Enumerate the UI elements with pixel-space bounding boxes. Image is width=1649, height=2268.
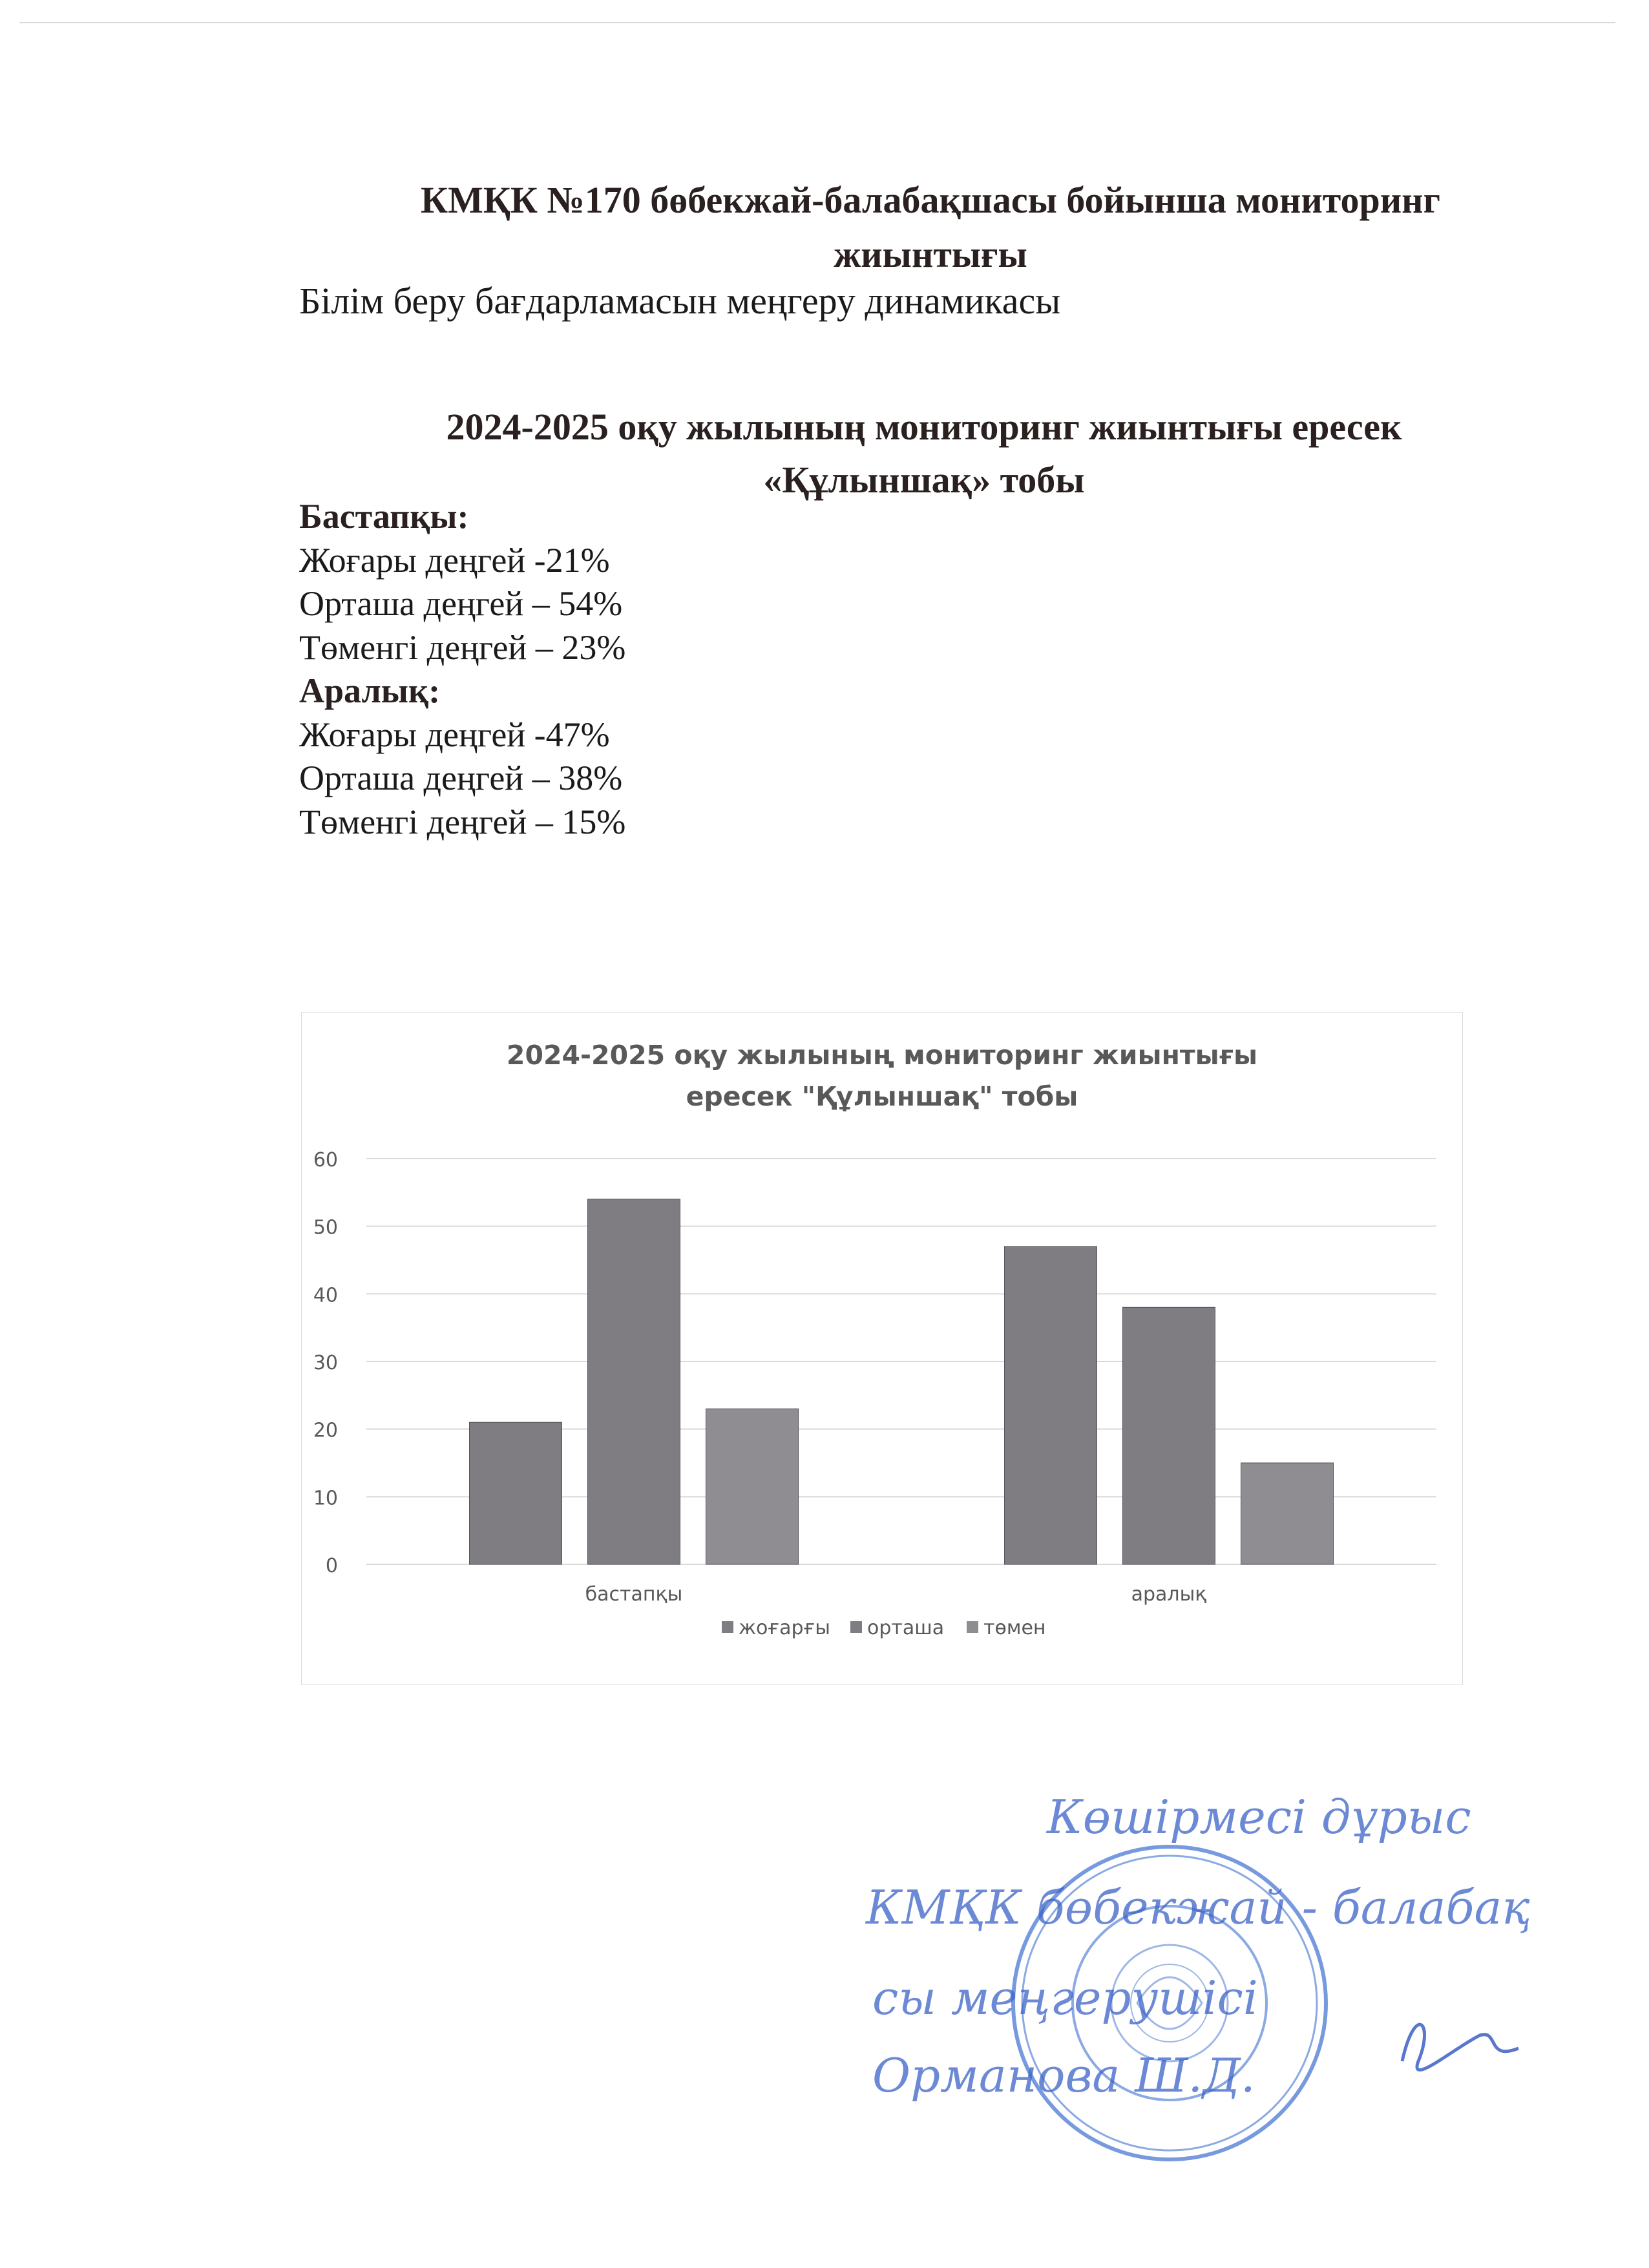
section-title: 2024-2025 оқу жылының мониторинг жиынтығы ересек «Құлыншақ» тобы	[446, 406, 1402, 501]
intermediate-line-medium: Орташа деңгей – 38%	[299, 759, 623, 797]
handwritten-line-3: сы меңгерушісі	[872, 1971, 1258, 2025]
y-tick-label: 40	[313, 1284, 338, 1307]
legend-swatch	[967, 1621, 978, 1633]
handwritten-line-1: Көшірмесі дұрыс	[1047, 1790, 1471, 1844]
certification-block	[834, 1790, 1648, 2165]
initial-line-low: Төменгі деңгей – 23%	[299, 627, 626, 667]
x-category-label: аралық	[1131, 1583, 1207, 1606]
document-title: КМҚК №170 бөбекжай-балабақшасы бойынша мониторинг жиынтығы	[421, 179, 1440, 275]
bar	[1123, 1307, 1215, 1564]
legend-swatch	[850, 1621, 862, 1633]
legend-label: төмен	[983, 1617, 1046, 1639]
bar	[470, 1422, 562, 1564]
y-tick-label: 20	[313, 1419, 338, 1442]
document-subtitle: Білім беру бағдарламасын меңгеру динамикасы	[299, 280, 1061, 322]
handwritten-line-4: Орманова Ш.Д.	[872, 2048, 1255, 2103]
y-tick-label: 60	[313, 1149, 338, 1171]
chart-title-line-1: 2024-2025 оқу жылының мониторинг жиынтығы	[506, 1040, 1258, 1071]
y-tick-label: 0	[325, 1555, 338, 1577]
scan-edge-line	[19, 22, 1615, 23]
x-category-label: бастапқы	[585, 1583, 683, 1606]
legend-swatch	[722, 1621, 733, 1633]
levels-summary	[299, 495, 625, 844]
y-tick-label: 10	[313, 1487, 338, 1510]
signature-mark	[1402, 2024, 1518, 2070]
initial-line-medium: Орташа деңгей – 54%	[299, 584, 623, 623]
bar	[1005, 1246, 1097, 1564]
legend-label: жоғарғы	[739, 1617, 830, 1639]
y-tick-label: 30	[313, 1352, 338, 1374]
bar	[1241, 1463, 1334, 1564]
intermediate-line-low: Төменгі деңгей – 15%	[299, 802, 626, 841]
intermediate-heading: Аралық:	[299, 671, 441, 710]
handwritten-line-2: КМҚК бөбекжай - балабақ	[866, 1880, 1530, 1935]
chart-title-line-2: ересек "Құлыншақ" тобы	[686, 1081, 1078, 1112]
monitoring-chart	[301, 1012, 1463, 1685]
initial-heading: Бастапқы:	[299, 497, 469, 536]
chart-plot	[302, 1013, 1462, 1685]
initial-line-high: Жоғары деңгей -21%	[299, 540, 610, 580]
legend-label: орташа	[867, 1617, 945, 1639]
bar	[706, 1409, 799, 1564]
bar	[588, 1199, 680, 1564]
intermediate-line-high: Жоғары деңгей -47%	[299, 715, 610, 754]
y-tick-label: 50	[313, 1216, 338, 1239]
